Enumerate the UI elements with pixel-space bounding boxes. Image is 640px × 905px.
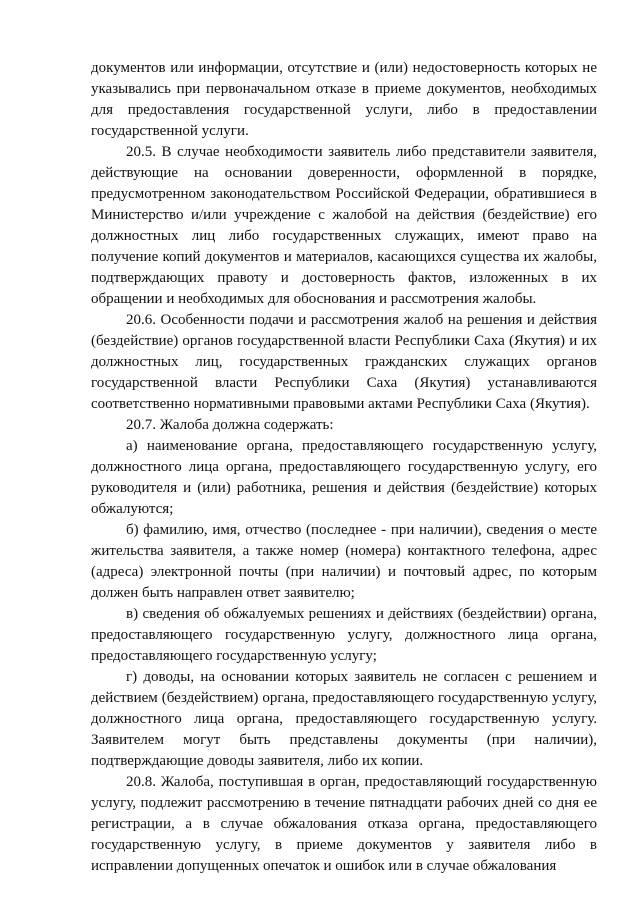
list-item-v: в) сведения об обжалуемых решениях и действиях (бездействии) органа, предоставляющего государственную услугу, должностного лица органа, предоставляющего государственную услугу; [91,606,597,664]
paragraph-20-6: 20.6. Особенности подачи и рассмотрения жалоб на решения и действия (бездействие) органов государственной власти Республики Саха (Якутия) и их должностных лиц, государственных гражданских служащих органов государственной власти Республики Саха (Якутия) устанавливаются соответственно нормативными правовыми актами Республики Саха (Якутия). [91,312,597,412]
paragraph-continuation: документов или информации, отсутствие и (или) недостоверность которых не указывались при первоначальном отказе в приеме документов, необходимых для предоставления государственной услуги, либо в предоставлении государственной услуги. [91,60,597,139]
paragraph-20-7: 20.7. Жалоба должна содержать: [126,417,334,433]
list-item-g: г) доводы, на основании которых заявитель не согласен с решением и действием (бездействием) органа, предоставляющего государственную услугу, должностного лица органа, предоставляющего государственную услугу. Заявителем могут быть представлены документы (при наличии), подтверждающие доводы заявителя, либо их копии. [91,669,597,769]
paragraph-20-8: 20.8. Жалоба, поступившая в орган, предоставляющий государственную услугу, подлежит рассмотрению в течение пятнадцати рабочих дней со дня ее регистрации, а в случае обжалования отказа органа, предоставляющего государственную услугу, в приеме документов у заявителя либо в исправлении допущенных опечаток и ошибок или в случае обжалования [91,774,597,874]
list-item-b: б) фамилию, имя, отчество (последнее - при наличии), сведения о месте жительства заявителя, а также номер (номера) контактного телефона, адрес (адреса) электронной почты (при наличии) и почтовый адрес, по которым должен быть направлен ответ заявителю; [91,522,597,601]
paragraph-20-5: 20.5. В случае необходимости заявитель либо представители заявителя, действующие на основании доверенности, оформленной в порядке, предусмотренном законодательством Российской Федерации, обратившиеся в Министерство и/или учреждение с жалобой на действия (бездействие) его должностных лиц либо государственных служащих, имеют право на получение копий документов и материалов, касающихся существа их жалобы, подтверждающих правоту и достоверность фактов, изложенных в их обращении и необходимых для обоснования и рассмотрения жалобы. [91,144,597,307]
list-item-a: а) наименование органа, предоставляющего государственную услугу, должностного лица органа, предоставляющего государственную услугу, его руководителя и (или) работника, решения и действия (бездействие) которых обжалуются; [91,438,597,517]
